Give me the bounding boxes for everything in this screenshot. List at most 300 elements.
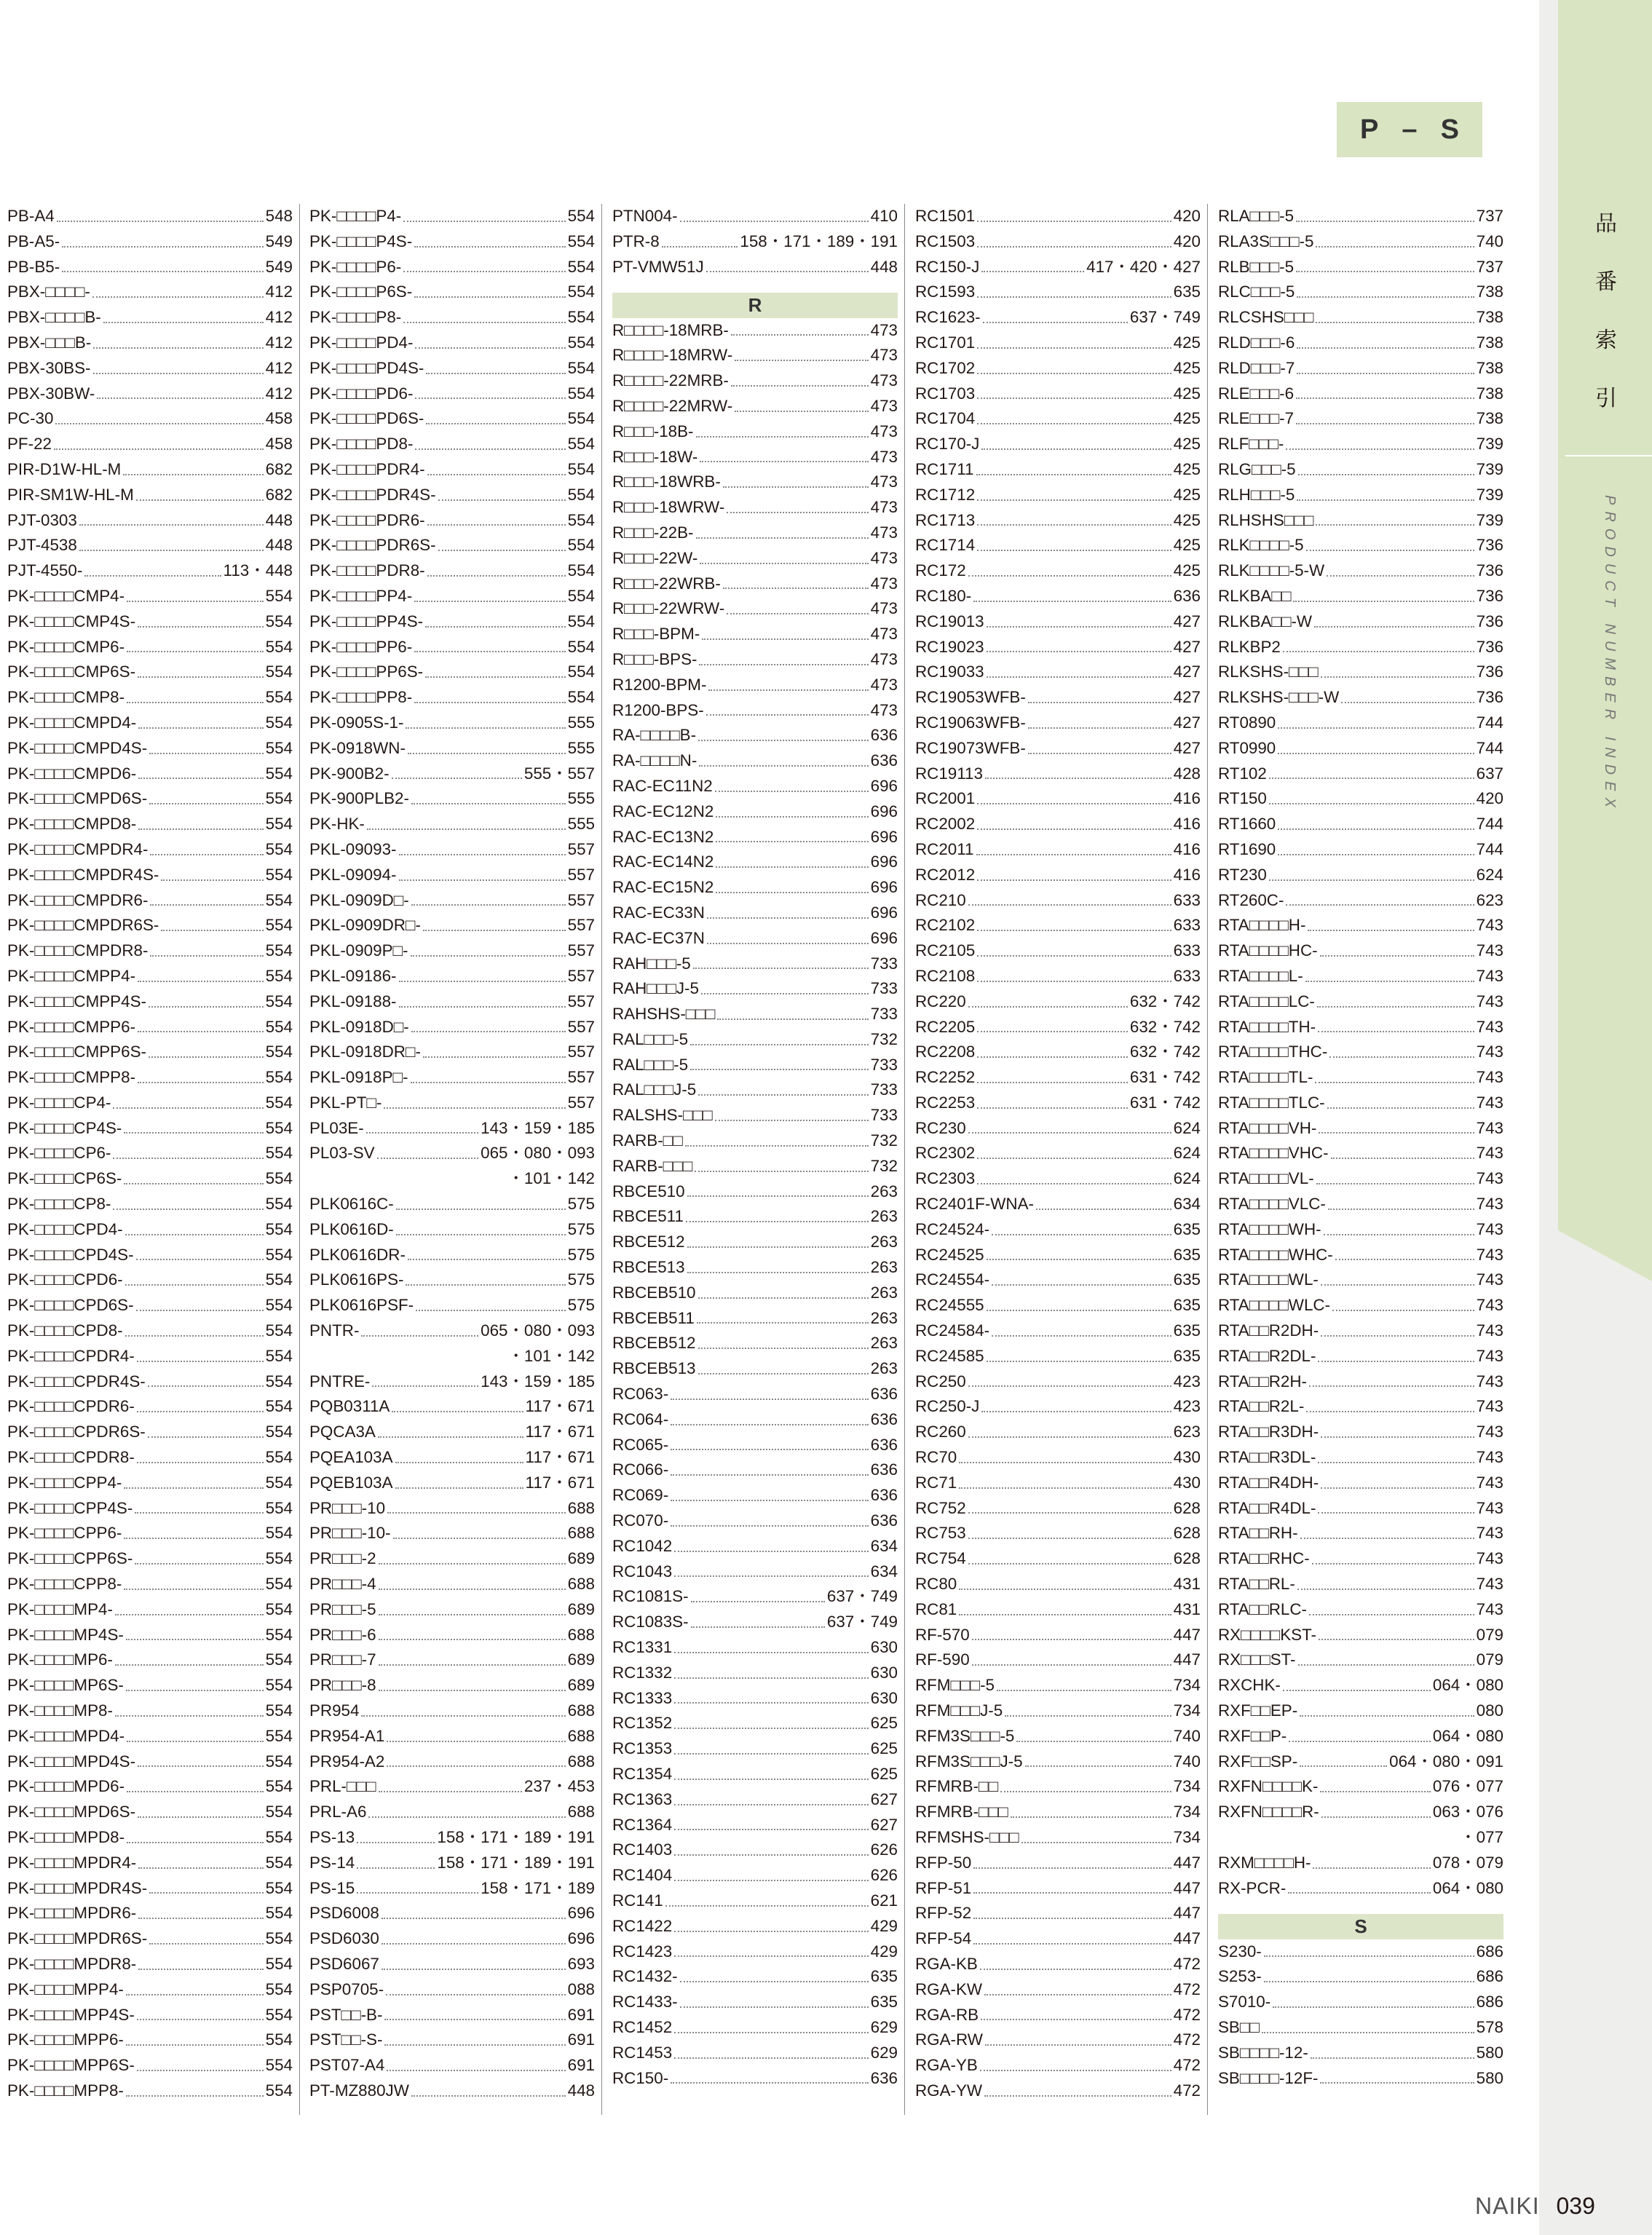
entry-leader-dots [1318,1462,1474,1463]
index-entry [7,381,293,407]
entry-page-ref: 691 [567,2056,595,2075]
entry-page-ref: 554 [265,1498,293,1517]
entry-leader-dots [698,740,869,741]
index-entry [1218,1749,1503,1775]
entry-product-code: PK-□□□□PDR6- [309,510,425,529]
entry-page-ref: 473 [870,548,898,567]
entry-leader-dots [1283,1690,1431,1691]
entry-product-code: PK-□□□□MPDR4S- [7,1878,148,1897]
index-entry [1218,1040,1503,1065]
entry-leader-dots [1298,1664,1474,1666]
entry-leader-dots [735,360,868,361]
entry-product-code: PK-□□□□CPD8- [7,1321,123,1340]
page-number: 039 [1556,2193,1595,2219]
index-entry [7,863,293,888]
entry-product-code: PS-13 [309,1828,355,1846]
entry-leader-dots [138,626,264,628]
entry-product-code: PK-□□□□CMPDR4S- [7,865,159,884]
index-entry [7,2078,293,2104]
entry-page-ref: 686 [1476,1993,1503,2012]
entry-leader-dots [415,347,565,349]
entry-leader-dots [674,1854,868,1856]
entry-page-ref: 416 [1173,789,1201,808]
index-entry [915,2003,1201,2028]
entry-page-ref: 625 [870,1714,898,1733]
index-entry [309,762,595,787]
entry-page-ref: 633 [1173,941,1201,960]
entry-leader-dots [992,1284,1171,1286]
index-entry [7,736,293,762]
index-entry [7,331,293,356]
entry-product-code: RC2102 [915,916,976,935]
entry-leader-dots [968,904,1171,906]
entry-leader-dots [149,803,263,804]
entry-page-ref: 634 [870,1536,898,1555]
entry-page-ref: 263 [870,1207,898,1226]
entry-product-code: PK-□□□□CMPD8- [7,815,137,834]
entry-leader-dots [717,1018,868,1020]
index-entry [7,508,293,534]
entry-leader-dots [126,1639,264,1640]
index-entry [915,1116,1201,1142]
entry-leader-dots [674,1551,868,1552]
entry-leader-dots [1298,474,1474,475]
index-entry [309,2028,595,2053]
entry-page-ref: 420 [1173,232,1201,250]
entry-leader-dots [977,550,1171,551]
entry-product-code: RTA□□RHC- [1218,1549,1310,1568]
entry-leader-dots [357,1842,435,1843]
entry-page-ref: 117・671 [525,1473,595,1492]
entry-product-code: RTA□□□□L- [1218,966,1303,985]
entry-product-code: RC1042 [612,1536,673,1555]
entry-product-code: PK-□□□□P6- [309,257,402,276]
range-to: S [1440,114,1459,145]
entry-leader-dots [981,1411,1171,1412]
index-entry [915,1825,1201,1851]
entry-page-ref: 557 [567,1068,595,1087]
entry-product-code: PLK0616D- [309,1219,394,1238]
entry-leader-dots [1278,854,1474,855]
entry-leader-dots [1319,1639,1474,1640]
index-entry [612,799,898,825]
entry-leader-dots [125,1234,264,1235]
index-entry [915,1040,1201,1065]
index-entry [915,1647,1201,1673]
entry-leader-dots [1314,626,1474,628]
entry-product-code: RC1712 [915,485,976,504]
entry-leader-dots [1316,322,1474,323]
entry-product-code: RTA□□□□THC- [1218,1043,1328,1061]
index-entry [612,1736,898,1762]
entry-page-ref: 425 [1173,536,1201,555]
entry-page-ref: 554 [265,1524,293,1543]
entry-leader-dots [976,474,1171,475]
entry-page-ref: 263 [870,1182,898,1200]
entry-product-code: RC150-J [915,257,980,276]
index-entry [7,888,293,914]
entry-page-ref: 412 [265,358,293,377]
entry-leader-dots [987,626,1171,628]
entry-page-ref: 554 [265,1803,293,1821]
entry-product-code: RBCEB512 [612,1334,696,1353]
entry-leader-dots [984,2095,1171,2097]
entry-product-code: PK-□□□□CMP4S- [7,612,136,630]
entry-product-code: RC1331 [612,1638,673,1657]
entry-product-code: PK-□□□□CPP6- [7,1524,122,1543]
entry-product-code: PJT-4538 [7,536,77,555]
entry-product-code: RX□□□ST- [1218,1650,1296,1669]
index-entry [612,1128,898,1154]
index-entry [915,1394,1201,1420]
entry-product-code: RXF□□P- [1218,1726,1287,1745]
entry-page-ref: 554 [265,916,293,935]
entry-product-code: PK-□□□□P6S- [309,282,413,301]
entry-leader-dots [92,296,264,298]
entry-page-ref: 554 [265,1752,293,1771]
entry-product-code: RTA□□□□WHC- [1218,1245,1333,1264]
entry-page-ref: 557 [567,992,595,1010]
section-heading: S [1218,1914,1503,1939]
entry-product-code: PR□□□-7 [309,1650,376,1669]
entry-leader-dots [981,2019,1171,2020]
entry-leader-dots [1011,1816,1171,1818]
entry-page-ref: 626 [870,1840,898,1859]
entry-product-code: S230- [1218,1942,1262,1961]
entry-product-code: RFM3S□□□J-5 [915,1752,1023,1771]
index-entry [915,888,1201,914]
entry-page-ref: 625 [870,1739,898,1758]
entry-page-ref: 554 [567,207,595,225]
index-entry [915,1065,1201,1091]
entry-product-code: RAH□□□-5 [612,954,691,973]
entry-page-ref: 473 [870,320,898,339]
entry-leader-dots [411,2095,566,2097]
entry-leader-dots [406,727,565,729]
entry-page-ref: 696 [567,1904,595,1923]
index-entry [309,913,595,938]
entry-page-ref: 636 [870,1486,898,1505]
index-entry [915,1445,1201,1471]
entry-page-ref: 554 [265,1625,293,1644]
entry-product-code: RAH□□□J-5 [612,979,699,998]
entry-leader-dots [959,1589,1171,1590]
entry-page-ref: 554 [567,637,595,656]
entry-leader-dots [1316,1183,1474,1184]
entry-page-ref: 740 [1173,1726,1201,1745]
entry-product-code: PR□□□-2 [309,1549,376,1568]
entry-product-code: PK-□□□□MP6- [7,1650,113,1669]
entry-page-ref: 427 [1173,713,1201,732]
index-entry [612,1939,898,1965]
entry-leader-dots [674,1652,868,1653]
entry-leader-dots [1306,1411,1474,1412]
entry-page-ref: 632・742 [1129,1043,1201,1061]
entry-page-ref: 447 [1173,1625,1201,1644]
entry-leader-dots [992,1335,1171,1337]
entry-page-ref: 688 [567,1752,595,1771]
index-entry [915,1344,1201,1369]
entry-leader-dots [977,1082,1128,1083]
entry-product-code: RAC-EC33N [612,903,705,922]
entry-product-code: RFM□□□J-5 [915,1701,1003,1720]
entry-page-ref: 734 [1173,1803,1201,1821]
entry-leader-dots [674,1728,868,1729]
entry-product-code: RC250 [915,1372,966,1391]
entry-product-code: RC24584- [915,1321,990,1340]
index-entry [612,1230,898,1255]
entry-page-ref: 733 [870,1005,898,1024]
entry-leader-dots [1296,271,1474,272]
entry-leader-dots [1028,727,1171,729]
entry-page-ref: 557 [567,966,595,985]
entry-product-code: PK-□□□□MP6S- [7,1676,124,1695]
index-entry [1218,255,1503,280]
entry-page-ref: 557 [567,865,595,884]
entry-page-ref: 636 [870,1511,898,1530]
entry-leader-dots [115,1715,264,1717]
index-entry [309,736,595,762]
entry-page-ref: 696 [870,903,898,922]
index-entry [915,1141,1201,1166]
entry-leader-dots [1262,2032,1474,2033]
entry-product-code: PK-□□□□PD6S- [309,409,424,428]
index-entry [612,1610,898,1635]
index-entry [612,1787,898,1813]
entry-product-code: PK-□□□□CMP6- [7,637,125,656]
index-entry [309,1774,595,1800]
entry-page-ref: 263 [870,1334,898,1353]
entry-page-ref: 064・080・091 [1389,1752,1503,1771]
entry-leader-dots [403,271,565,272]
entry-page-ref: 472 [1173,2030,1201,2049]
entry-leader-dots [1332,1310,1474,1311]
entry-page-ref: 743 [1476,992,1503,1010]
index-entry [309,1394,595,1420]
index-entry [7,1217,293,1243]
entry-product-code: RLKBP2 [1218,637,1281,656]
index-entry [309,1141,595,1166]
entry-page-ref: 557 [567,916,595,935]
entry-page-ref: 078・079 [1432,1853,1503,1872]
index-entry [309,1496,595,1522]
entry-product-code: RC1333 [612,1688,673,1707]
entry-page-ref: 555・557 [523,764,595,783]
index-entry [612,952,898,977]
index-entry [7,1243,293,1268]
entry-leader-dots [392,1411,523,1412]
index-entry [7,1673,293,1698]
entry-leader-dots [136,499,264,501]
entry-page-ref: 575 [567,1270,595,1289]
entry-page-ref: 627 [870,1815,898,1834]
index-entry [1218,1800,1503,1825]
entry-page-ref: 744 [1476,713,1503,732]
index-entry [1218,635,1503,660]
entry-page-ref: 736 [1476,536,1503,555]
entry-page-ref: 458 [265,409,293,428]
entry-product-code: R□□□□-22MRW- [612,396,733,415]
index-entry [7,685,293,711]
entry-product-code: RTA□□□□H- [1218,916,1306,935]
entry-page-ref: 458 [265,435,293,454]
index-entry [1218,381,1503,407]
entry-leader-dots [1328,1209,1474,1210]
entry-page-ref: 628 [1173,1524,1201,1543]
entry-product-code: PR□□□-8 [309,1676,376,1695]
entry-product-code: RC1422 [612,1916,673,1935]
entry-page-ref: 554 [265,1245,293,1264]
entry-leader-dots [1315,1082,1474,1083]
entry-page-ref: 689 [567,1676,595,1695]
entry-product-code: PBX-□□□□- [7,282,90,301]
entry-leader-dots [1025,1765,1171,1767]
index-entry [612,1407,898,1433]
entry-page-ref: 420 [1476,789,1503,808]
entry-product-code: RC2012 [915,865,976,884]
index-entry [7,812,293,837]
entry-product-code: RC1714 [915,536,976,555]
entry-product-code: PS-15 [309,1878,355,1897]
entry-leader-dots [977,1056,1128,1058]
entry-leader-dots [427,524,566,526]
index-entry [1218,204,1503,229]
entry-leader-dots [997,1690,1171,1691]
entry-product-code: PQEA103A [309,1448,393,1467]
index-entry [1218,1267,1503,1293]
entry-leader-dots [392,778,522,779]
entry-product-code: PK-□□□□P4- [309,207,402,225]
entry-product-code: PK-□□□□CP8- [7,1195,111,1214]
entry-leader-dots [1289,1741,1431,1742]
entry-page-ref: 636 [870,726,898,745]
sidebar-japanese-char: 品 [1595,212,1617,236]
entry-product-code: RC2002 [915,815,976,834]
entry-leader-dots [987,1259,1171,1260]
entry-product-code: RC24585 [915,1346,984,1365]
entry-leader-dots [1318,1512,1474,1514]
entry-leader-dots [115,1664,264,1666]
entry-product-code: RGA-RB [915,2005,979,2024]
index-entry [1218,2066,1503,2092]
entry-product-code: RC1701 [915,333,976,352]
entry-page-ref: 554 [265,2030,293,2049]
entry-product-code: R□□□□-18MRW- [612,346,733,365]
entry-leader-dots [395,1487,523,1489]
index-entry [612,1483,898,1508]
entry-page-ref: 447 [1173,1929,1201,1948]
index-entry [1218,964,1503,989]
entry-leader-dots [127,651,264,652]
entry-leader-dots [1286,448,1474,450]
entry-leader-dots [674,1829,868,1830]
index-entry [7,406,293,432]
entry-product-code: RC80 [915,1575,957,1594]
index-entry [1218,1673,1503,1698]
index-entry [1218,989,1503,1015]
entry-leader-dots [1309,1614,1474,1615]
entry-leader-dots [987,676,1171,678]
entry-leader-dots [972,1664,1171,1666]
entry-page-ref: 688 [567,1498,595,1517]
entry-leader-dots [79,550,264,551]
entry-product-code: PK-□□□□CMP8- [7,688,125,707]
index-entry [1218,1394,1503,1420]
index-entry [7,1572,293,1597]
index-entry [309,508,595,534]
entry-leader-dots [137,2019,264,2020]
entry-product-code: RTA□□□□WL- [1218,1270,1319,1289]
entry-leader-dots [731,334,869,336]
index-entry [309,1192,595,1217]
entry-product-code: PLK0616C- [309,1195,394,1214]
index-entry [1218,229,1503,255]
entry-product-code: PK-□□□□MPP8- [7,2081,124,2100]
index-entry [612,571,898,597]
entry-page-ref: 635 [1173,1219,1201,1238]
index-entry [309,635,595,660]
entry-leader-dots [1308,930,1474,931]
entry-leader-dots [674,1880,868,1881]
index-entry [915,711,1201,736]
index-entry [7,1952,293,1977]
entry-page-ref: 554 [265,966,293,985]
entry-leader-dots [1288,1892,1431,1894]
entry-product-code: RC19023 [915,637,984,656]
entry-page-ref: 425 [1173,561,1201,580]
entry-product-code: RC19033 [915,662,984,681]
entry-product-code: RX□□□□KST- [1218,1625,1316,1644]
entry-leader-dots [973,1943,1171,1945]
entry-page-ref: 554 [567,257,595,276]
index-entry [1218,863,1503,888]
entry-leader-dots [387,2070,565,2071]
entry-product-code: PKL-0918D□- [309,1017,409,1036]
index-entry [309,888,595,914]
entry-leader-dots [973,1892,1171,1894]
entry-leader-dots [1321,1284,1474,1286]
index-entry [309,1015,595,1040]
entry-page-ref: 637 [1476,764,1503,783]
entry-leader-dots [698,1094,868,1096]
entry-page-ref: 555 [567,713,595,732]
index-entry [915,2078,1201,2104]
entry-leader-dots [1000,1791,1171,1792]
entry-leader-dots [427,575,566,577]
entry-product-code: RAC-EC13N2 [612,827,714,846]
entry-leader-dots [93,347,263,349]
entry-product-code: PK-□□□□PP8- [309,688,413,707]
entry-page-ref: 696 [870,827,898,846]
index-entry [915,533,1201,558]
entry-product-code: RC220 [915,992,966,1010]
index-entry [915,1420,1201,1445]
entry-leader-dots [687,1195,869,1197]
entry-leader-dots [127,1741,264,1742]
index-entry [915,812,1201,837]
entry-leader-dots [396,1209,566,1210]
entry-product-code: PK-□□□□CPDR4S- [7,1372,146,1391]
index-entry [612,1356,898,1382]
entry-leader-dots [977,221,1171,222]
entry-leader-dots [379,1690,566,1691]
entry-product-code: PIR-D1W-HL-M [7,459,122,478]
entry-page-ref: 743 [1476,1498,1503,1517]
index-entry [1218,584,1503,609]
entry-page-ref: 554 [265,839,293,858]
entry-page-ref: 631・742 [1129,1093,1201,1112]
entry-page-ref: 688 [567,1701,595,1720]
